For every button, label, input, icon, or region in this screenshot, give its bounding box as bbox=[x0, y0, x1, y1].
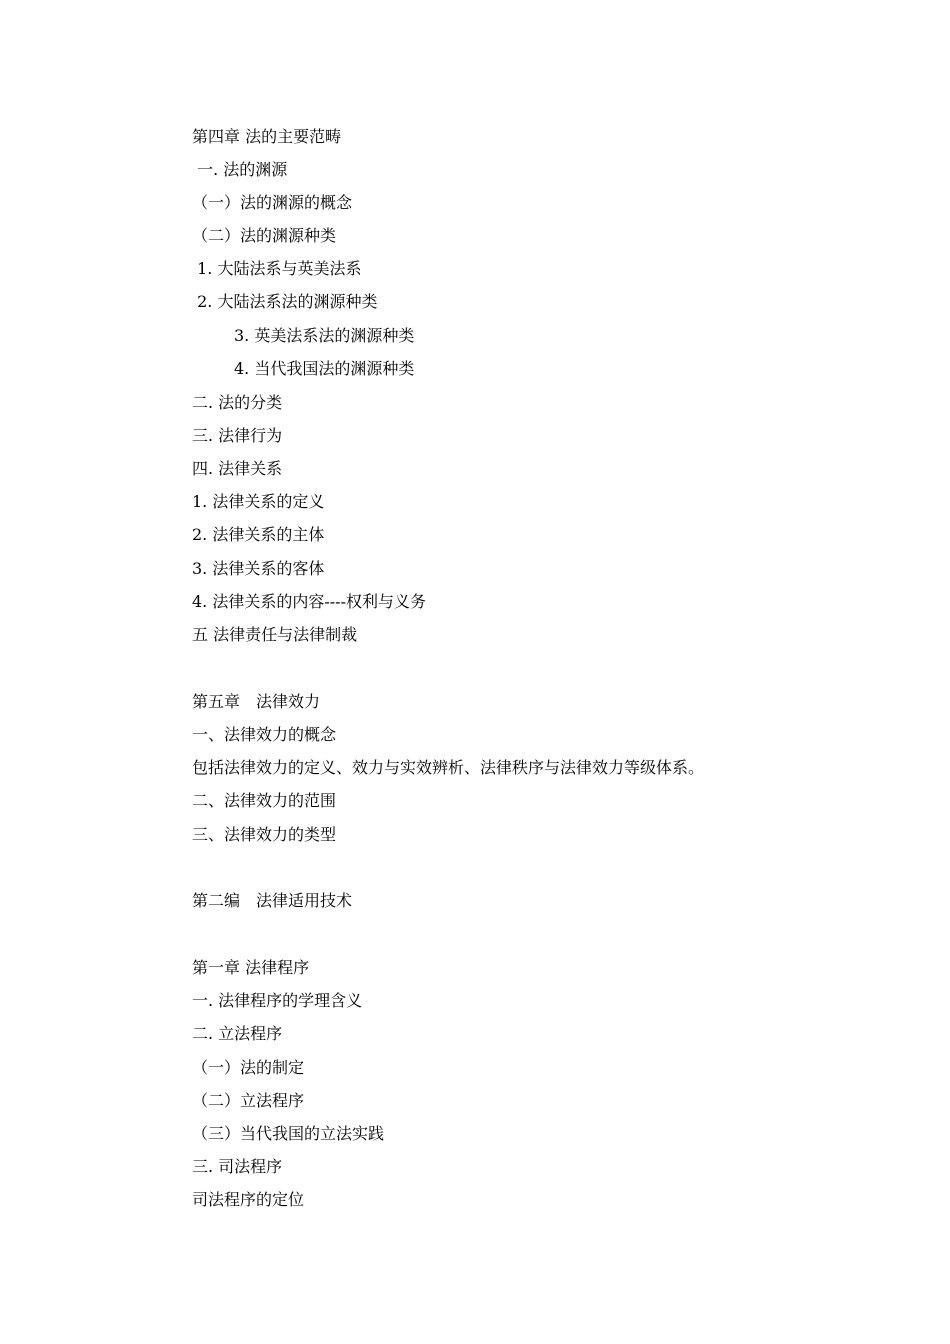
list-item: 2. 大陆法系法的渊源种类 bbox=[192, 292, 378, 311]
section-heading: 二. 法的分类 bbox=[192, 393, 283, 412]
paragraph: 包括法律效力的定义、效力与实效辨析、法律秩序与法律效力等级体系。 bbox=[192, 758, 705, 777]
part-2-heading: 第二编 法律适用技术 bbox=[192, 891, 353, 910]
subsection-heading: （二）法的渊源种类 bbox=[192, 226, 337, 245]
list-item: 3. 英美法系法的渊源种类 bbox=[234, 326, 415, 345]
section-heading: 二. 立法程序 bbox=[192, 1024, 283, 1043]
subsection-heading: （二）立法程序 bbox=[192, 1091, 305, 1110]
section-heading: 三. 司法程序 bbox=[192, 1157, 283, 1176]
section-heading: 三. 法律行为 bbox=[192, 426, 283, 445]
chapter-4-heading: 第四章 法的主要范畴 bbox=[192, 127, 342, 146]
section-heading: 五 法律责任与法律制裁 bbox=[192, 625, 358, 644]
list-item: 4. 当代我国法的渊源种类 bbox=[234, 359, 415, 378]
section-heading: 二、法律效力的范围 bbox=[192, 791, 337, 810]
section-heading: 一. 法律程序的学理含义 bbox=[192, 991, 363, 1010]
list-item: 2. 法律关系的主体 bbox=[192, 525, 325, 544]
section-heading: 一、法律效力的概念 bbox=[192, 725, 337, 744]
list-item: 4. 法律关系的内容----权利与义务 bbox=[192, 592, 426, 611]
list-item: 3. 法律关系的客体 bbox=[192, 559, 325, 578]
list-item: 1. 大陆法系与英美法系 bbox=[192, 259, 362, 278]
chapter-5-heading: 第五章 法律效力 bbox=[192, 692, 321, 711]
list-item: 1. 法律关系的定义 bbox=[192, 492, 325, 511]
chapter-1-heading: 第一章 法律程序 bbox=[192, 958, 310, 977]
section-heading: 四. 法律关系 bbox=[192, 459, 283, 478]
section-heading: 一. 法的渊源 bbox=[192, 160, 288, 179]
subsection-heading: （三）当代我国的立法实践 bbox=[192, 1124, 385, 1143]
paragraph: 司法程序的定位 bbox=[192, 1190, 305, 1209]
section-heading: 三、法律效力的类型 bbox=[192, 825, 337, 844]
subsection-heading: （一）法的制定 bbox=[192, 1058, 305, 1077]
subsection-heading: （一）法的渊源的概念 bbox=[192, 193, 353, 212]
